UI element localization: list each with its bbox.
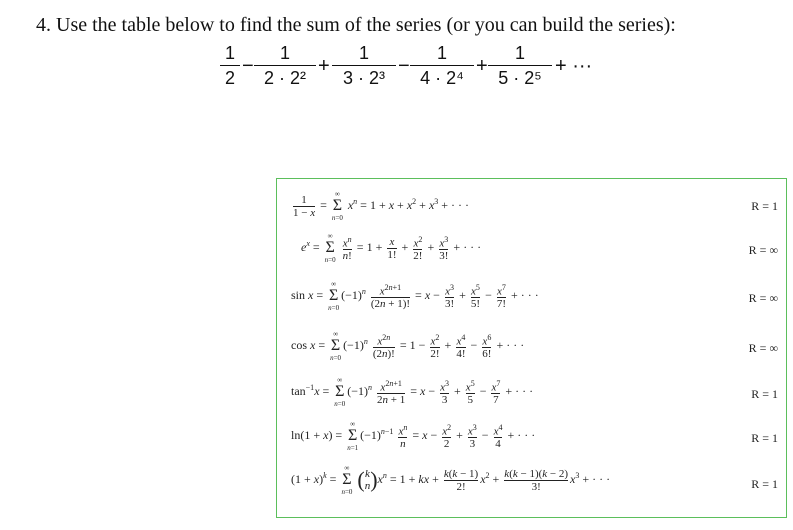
table-row-logarithm bbox=[277, 419, 786, 459]
row-expression: $(1 + x)^k$ = ∞ Σ n=0 ( k n )$x^n = 1$ + kx + $\frac{k(k - 1)}{2!}$ $x^2$ + $\frac{k(k - 1)(k - 2)}{3!}$ $x^3$ + · · · bbox=[291, 464, 611, 496]
radius-label: R = 1 bbox=[751, 431, 778, 445]
operator-2: + bbox=[318, 55, 330, 77]
row-expression: $e^x$ = ∞ Σ n=0 $\frac{x^n}{n!}$ = 1 + $\frac{x}{1!}$ + $\frac{x^2}{2!}$ + $\frac{x^3}{3!}$ + · · · bbox=[301, 232, 482, 264]
row-expression: $\tan^{-1}x$ = ∞ Σ n=0 $(-1)^n$ $\frac{x^{2n+1}}{2n + 1}$ = x − $\frac{x^3}{3}$ + $\frac{x^5}{5}$ − $\frac{x^7}{7}$ + · · · bbox=[291, 376, 534, 408]
table-row-binomial bbox=[277, 463, 786, 507]
operator-5: + ··· bbox=[555, 55, 593, 77]
term-3: 1 3 · 2³ bbox=[332, 42, 396, 89]
radius-label: R = 1 bbox=[751, 387, 778, 401]
radius-label: R = ∞ bbox=[748, 291, 778, 305]
radius-label: R = ∞ bbox=[748, 341, 778, 355]
row-expression: ln(1 + x) = ∞ Σ n=1 $(-1)^{n-1}$ $\frac{x^n}{n}$ = x − $\frac{x^2}{2}$ + $\frac{x^3}{3}$ − $\frac{x^4}{4}$ + · · · bbox=[291, 420, 536, 452]
term-5: 1 5 · 2⁵ bbox=[488, 42, 552, 89]
term-4: 1 4 · 2⁴ bbox=[410, 42, 474, 89]
operator-3: − bbox=[398, 55, 410, 77]
operator-4: + bbox=[476, 55, 488, 77]
radius-label: R = ∞ bbox=[748, 243, 778, 257]
table-row-exponential bbox=[277, 231, 786, 271]
term-1: 1 2 bbox=[220, 42, 240, 89]
table-row-cosine bbox=[277, 329, 786, 369]
row-expression: sin x = ∞ Σ n=0 $(-1)^n$ $\frac{x^{2n+1}}{(2n + 1)!}$ = x − $\frac{x^3}{3!}$ + $\frac{x^5}{5!}$ − $\frac{x^7}{7!}$ + · · · bbox=[291, 280, 539, 312]
table-row-arctan bbox=[277, 375, 786, 415]
row-expression: $\frac{1}{1 - x}$ = ∞ Σ n=0 $x^n = 1 + x + x^2 + x^3$ + · · · bbox=[293, 190, 470, 222]
operator-1: − bbox=[242, 55, 254, 77]
term-2: 1 2 · 2² bbox=[254, 42, 316, 89]
row-expression: cos x = ∞ Σ n=0 $(-1)^n$ $\frac{x^{2n}}{(2n)!}$ = 1 − $\frac{x^2}{2!}$ + $\frac{x^4}{4!}$ − $\frac{x^6}{6!}$ + · · · bbox=[291, 330, 525, 362]
radius-label: R = 1 bbox=[751, 199, 778, 213]
series-table bbox=[276, 178, 787, 518]
radius-label: R = 1 bbox=[751, 477, 778, 491]
table-row-sine bbox=[277, 279, 786, 319]
problem-statement: 4. Use the table below to find the sum of the series (or you can build the series): bbox=[36, 14, 676, 36]
table-row-geometric bbox=[277, 189, 786, 225]
